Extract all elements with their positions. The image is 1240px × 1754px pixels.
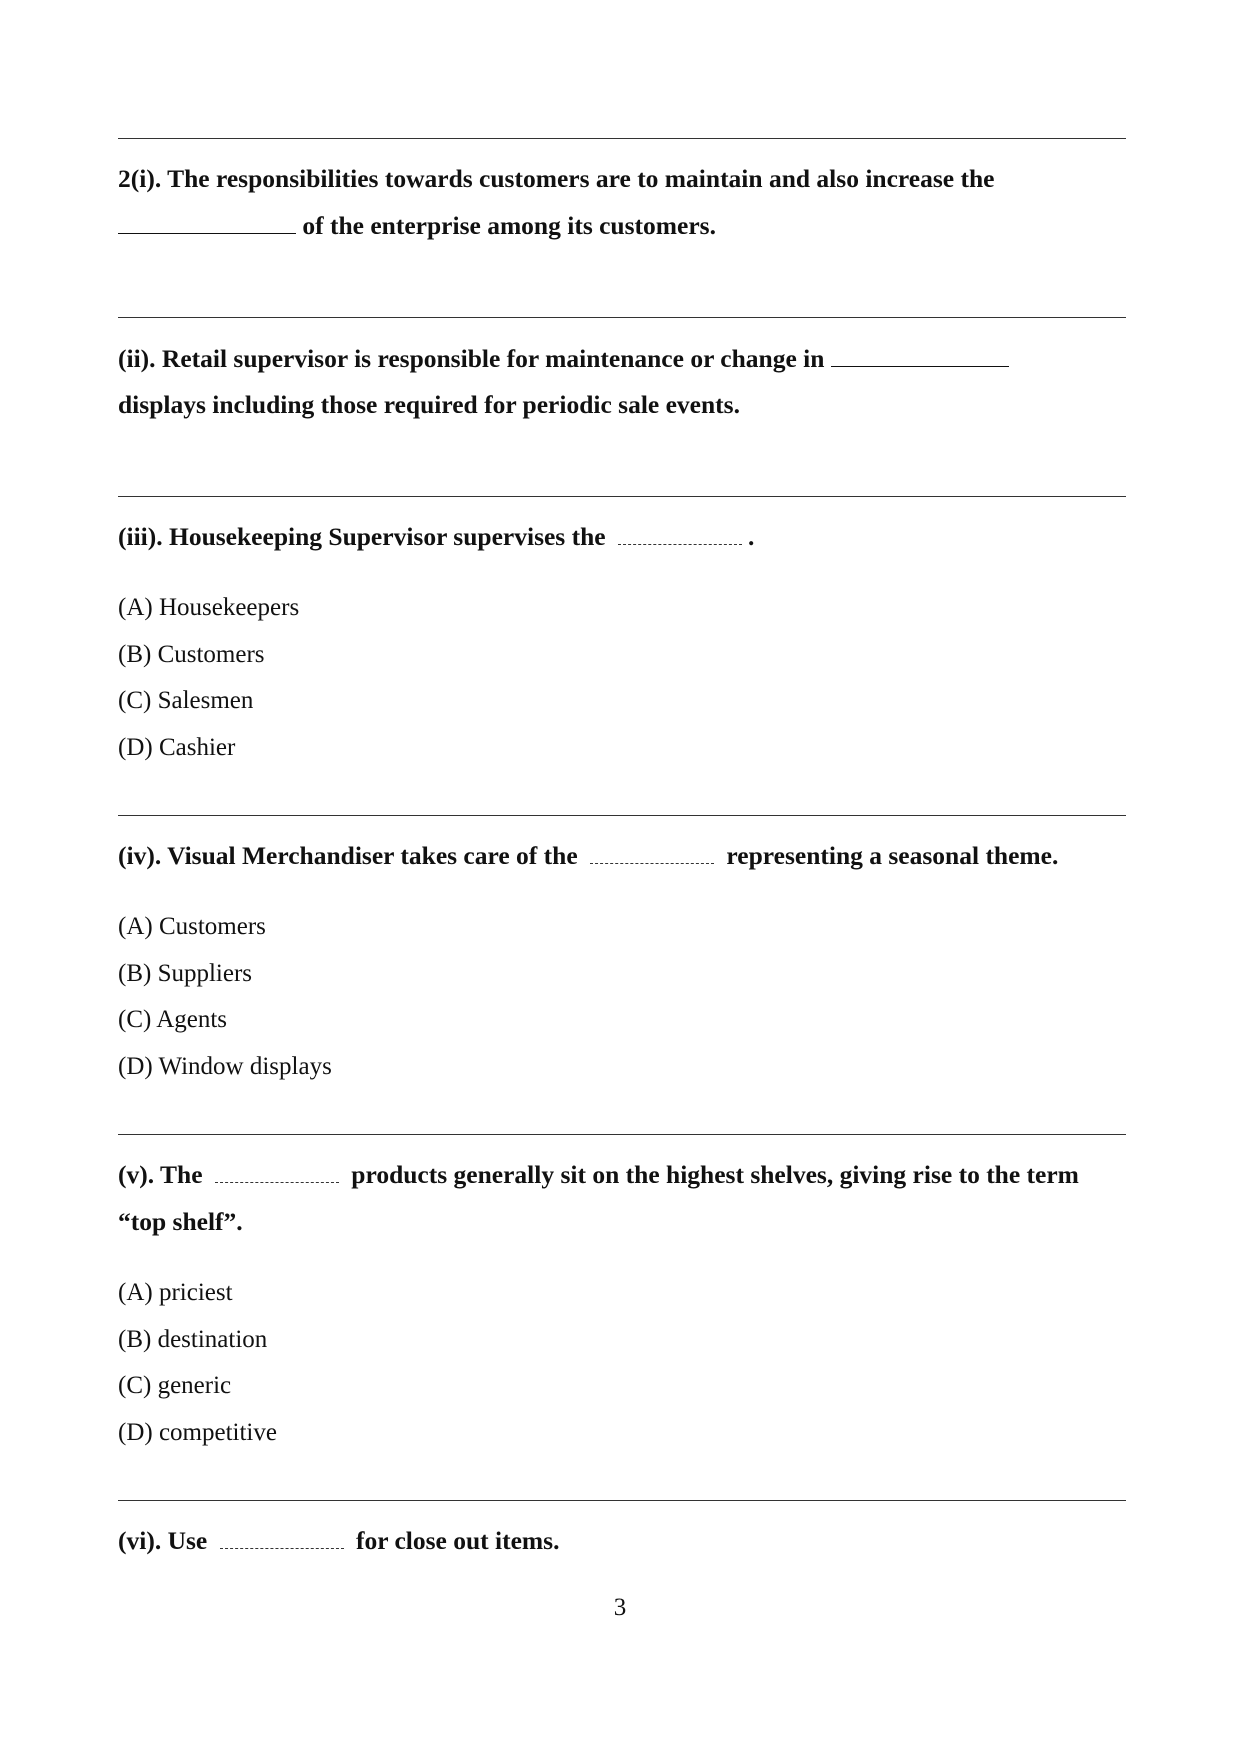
question-ii-line1: (ii). Retail supervisor is responsible for maintenance or change in: [118, 336, 1009, 382]
section-divider: [118, 317, 1126, 318]
question-iii-stem: (iii). Housekeeping Supervisor supervises the .: [118, 522, 755, 551]
question-iv-stem: (iv). Visual Merchandiser takes care of the representing a seasonal theme.: [118, 841, 1059, 870]
section-divider: [118, 138, 1126, 139]
option-a: (A) Customers: [118, 913, 266, 940]
answer-blank: [831, 346, 1009, 367]
option-d: (D) Window displays: [118, 1053, 332, 1080]
question-v-line1: (v). The products generally sit on the highest shelves, giving rise to the term: [118, 1160, 1079, 1189]
question-v-line2: “top shelf”.: [118, 1207, 243, 1236]
option-a: (A) priciest: [118, 1279, 233, 1306]
option-b: (B) destination: [118, 1326, 268, 1353]
question-vi-stem: (vi). Use for close out items.: [118, 1526, 560, 1555]
section-divider: [118, 815, 1126, 816]
answer-blank: [590, 845, 714, 864]
page-number: 3: [613, 1594, 627, 1621]
option-a: (A) Housekeepers: [118, 594, 300, 621]
answer-blank: [118, 213, 296, 234]
section-divider: [118, 496, 1126, 497]
option-c: (C) Salesmen: [118, 687, 254, 714]
question-2i-line2: of the enterprise among its customers.: [118, 203, 716, 249]
option-b: (B) Customers: [118, 641, 265, 668]
option-d: (D) competitive: [118, 1419, 277, 1446]
option-b: (B) Suppliers: [118, 960, 253, 987]
option-c: (C) generic: [118, 1372, 232, 1399]
option-c: (C) Agents: [118, 1006, 228, 1033]
answer-blank: [618, 526, 742, 545]
answer-blank: [215, 1164, 339, 1183]
question-2i-line1: 2(i). The responsibilities towards customers are to maintain and also increase the: [118, 164, 995, 193]
section-divider: [118, 1500, 1126, 1501]
section-divider: [118, 1134, 1126, 1135]
question-ii-line2: displays including those required for periodic sale events.: [118, 390, 740, 419]
answer-blank: [220, 1530, 344, 1549]
option-d: (D) Cashier: [118, 734, 236, 761]
